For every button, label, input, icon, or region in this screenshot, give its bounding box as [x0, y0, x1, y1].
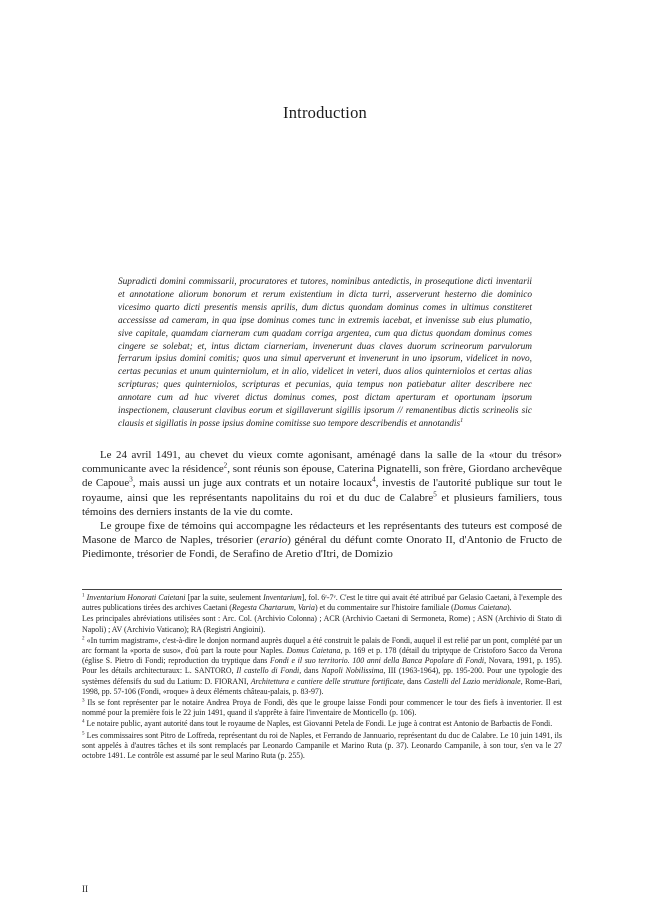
footnote — [82, 731, 562, 762]
text-run: Le 24 avril 1491, au chevet du vieux comte agonisant, aménagé dans la salle de la «tour du trésor» communicante avec la résidence — [82, 449, 562, 476]
latin-epigraph — [118, 276, 532, 431]
italic-text: Inventarium Honorati Caietani — [86, 593, 186, 602]
footnote-ref: 5 — [433, 489, 437, 498]
italic-text: Regesta Chartarum, Varia — [231, 603, 315, 613]
text-run: , dans — [402, 676, 424, 686]
text-run: «In turrim magistram», c'est-à-dire le donjon normand auprès duquel a été construit le palais de Fondi, auquel il est relié par un pont, complété par un arc formant la «porta de suso», d'où part la route pour Naples. — [82, 635, 562, 656]
footnote — [82, 719, 562, 729]
footnote-ref: 3 — [129, 475, 133, 484]
body-paragraph — [82, 448, 562, 519]
body-text — [82, 448, 562, 562]
text-run: , mais aussi un juge aux contrats et un notaire locaux — [132, 477, 373, 490]
italic-text: Napoli Nobilissima — [321, 666, 384, 676]
text-run: , dans — [299, 666, 322, 676]
italic-text: Inventarium — [263, 593, 302, 602]
text-run: Le notaire public, ayant autorité dans tout le royaume de Naples, est Giovanni Petela de Fondi. Le juge à contrat est Antonio de Barbactis de Fondi. — [86, 719, 553, 729]
page-title: Introduction — [283, 103, 367, 122]
italic-text: Domus Caietana — [286, 646, 341, 656]
text-run: ). — [507, 603, 512, 613]
footnote — [82, 698, 562, 718]
italic-text: Fondi e il suo territorio. 100 anni della Banca Popolare di Fondi — [270, 656, 485, 666]
text-run: ], fol. 6ʳ-7ᵛ. C'est le titre qui avait été attribué par Gelasio Caetani, à l'exemple des autres publications tirées des archives Caetani ( — [82, 593, 562, 613]
text-run: ) et du commentaire sur l'histoire familiale ( — [314, 603, 454, 613]
text-run: ) général du défunt comte Onorato II, d'Antonio de Fructo de Piedimonte, trésorier de Fondi, de Serafino de Aretio d'Itri, de Domizio — [82, 534, 563, 561]
footnote-number: 2 — [82, 635, 85, 642]
italic-text: Castelli del Lazio meridionale — [423, 676, 521, 686]
footnote-number: 5 — [82, 730, 85, 737]
italic-text: Il castello di Fondi — [236, 666, 300, 676]
footnote — [82, 636, 562, 697]
text-run: , investis de l'autorité publique sur tout le royaume, ainsi que les représentants napolitains du roi et du duc de Calabre — [82, 477, 563, 504]
footnote-ref: 2 — [223, 461, 228, 470]
body-paragraph — [82, 519, 562, 562]
text-run: [par la suite, seulement — [185, 593, 264, 602]
text-run: , p. 169 et p. 178 (détail du triptyque de Cristoforo Sacco da Verona (église S. Pietro di Fondi; reproduction du tryptique dans — [82, 646, 563, 666]
footnote-divider — [82, 589, 562, 590]
footnote — [82, 593, 562, 613]
italic-text: Domus Caietana — [453, 603, 508, 613]
text-run: Ils se font représenter par le notaire Andrea Proya de Fondi, dès que le groupe laisse Fondi pour commencer le tour des fiefs à inventorier. Il est nommé pour la première fois le 22 juin 1491, quand il s'apprête à faire l'inventaire de Monticello (p. 106). — [82, 698, 562, 718]
text-run: et plusieurs familiers, tous témoins des derniers instants de la vie du comte. — [82, 491, 562, 518]
footnote-number: 1 — [82, 592, 85, 599]
epigraph-text: Supradicti domini commissarii, procuratores et tutores, nominibus antedictis, in prosequtione dicti inventarii et annotatione aliorum bonorum et rerum existentium in dicta turri, asserverunt hesterno die dominico vicesimo quarto dicti presentis mensis aprilis, dum dictus quondam dominus comes in ultimus constiteret accessisse ad cameram, in qua ipse dominus comes tunc in extremis iacebat, et invenisse sub eius plumatio, sive capitale, quamdam ciarneram cum quadam corriga argentea, cum qua dictus quondam dominus comes cingere se solebat; et, intus dictam ciarneriam, invenerunt duas claves duorum scrineorum parvulorum ferrarum ipsius domini comitis; quos una simul aperverunt et invenerunt in uno ipsorum, videlicet in novo, certas pecunias et unum quinterniolum, et in alio, videlicet in veteri, duos alios quinterniolos et certas alias scripturas; ques quinterniolos, scripturas et pecunias, quia tempus non patiebatur aliter describere nec annotare cum ad huc viveret dictus dominus comes, post dictam aperturam et oportunam ipsorum inspectionem, clauserunt clavibus eorum et sigillaverunt sigillis ipsorum // remanentibus dictis scrineolis sic clausis et sigillatis in posse ipsius domine comitisse suo tempore describendis et annotandis — [118, 277, 532, 429]
footnote-abbreviations: Les principales abréviations utilisées sont : Arc. Col. (Archivio Colonna) ; ACR (Archivio Caetani di Sermoneta, Rome) ; ASN (Archivio di Stato di Napoli) ; AV (Archivio Vaticano); RA (Registri Angioini). — [82, 614, 562, 634]
footnote-ref: 1 — [460, 417, 464, 424]
italic-text: Architettura e cantiere delle strutture fortificate — [250, 676, 403, 686]
footnote-number: 4 — [82, 718, 85, 725]
text-run: , Novara, 1991, p. 195). Pour les détails architecturaux: L. SANTORO, — [82, 656, 562, 676]
text-run: Les commissaires sont Pitro de Loffreda, représentant du roi de Naples, et Ferrando de Jannuario, représentant du duc de Calabre. Le 10 juin 1491, ils sont appelés à d'autres tâches et ils sont remplacés par Leonardo Campanile et Marino Ruta (p. 37). Leonardo Campanile, à son tour, s'en va le 27 octobre 1491. Le contrôle est assumé par le seul Marino Ruta (p. 255). — [82, 730, 562, 761]
footnote-ref: 4 — [372, 475, 376, 484]
footnote-number: 3 — [82, 697, 85, 704]
text-run: , Rome-Bari, 1998, pp. 57-106 (Fondi, «roque» à deux éléments château-palais, p. 83-97). — [82, 676, 562, 696]
page-number: II — [82, 884, 88, 894]
italic-text: erario — [259, 534, 288, 547]
text-run: , sont réunis son épouse, Caterina Pignatelli, son frère, Giordano archevêque de Capoue — [82, 463, 562, 490]
text-run: Le groupe fixe de témoins qui accompagne les rédacteurs et les représentants des tuteurs est composé de Masone de Marco de Naples, trésorier ( — [82, 520, 562, 547]
text-run: , III (1963-1964), pp. 195-200. Pour une typologie des systèmes défensifs du sud du Latium: D. FIORANI, — [82, 666, 562, 686]
footnotes — [82, 589, 562, 762]
